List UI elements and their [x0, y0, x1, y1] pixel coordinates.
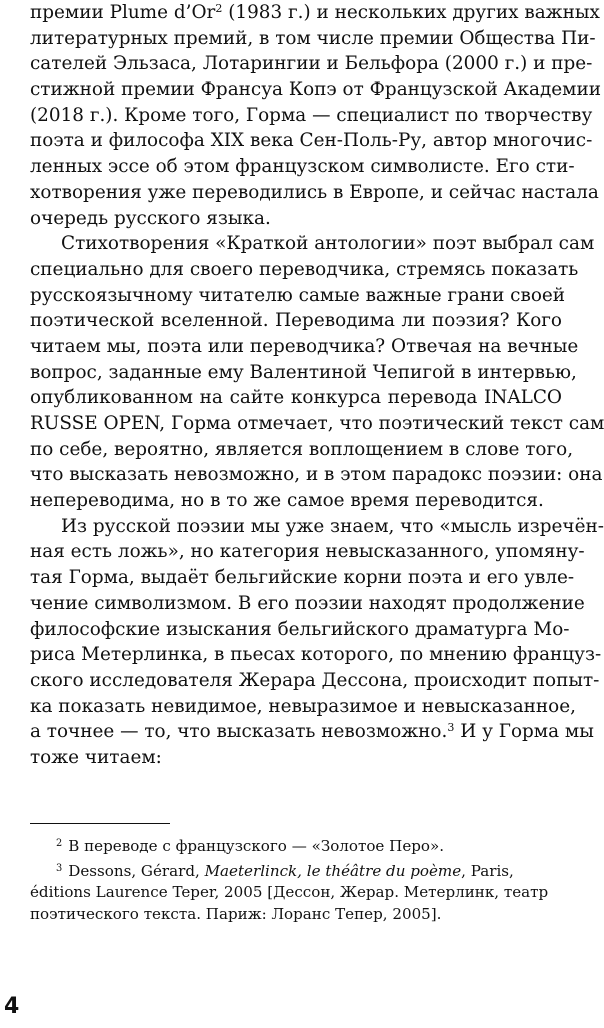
text-line: очередь русского языка. [30, 207, 271, 229]
text-fragment: а точнее — то, что высказать невозможно. [30, 721, 448, 743]
footnote-2 [30, 836, 562, 858]
text-line: хотворения уже переводились в Европе, и сейчас настала [30, 181, 599, 203]
text-line: специально для своего переводчика, стремясь показать [30, 258, 579, 280]
footnote-ref-3[interactable]: 3 [447, 721, 455, 735]
text-line: ка показать невидимое, невыразимое и невысказанное, [30, 695, 576, 717]
text-line: тоже читаем: [30, 746, 162, 768]
footnote-divider [30, 823, 170, 824]
text-line: русскоязычному читателю самые важные грани своей [30, 284, 566, 306]
text-line: ленных эссе об этом французском символисте. Его сти- [30, 156, 575, 178]
text-line: стижной премии Франсуа Копэ от Французской Академии [30, 79, 601, 101]
footnote-3-line: поэтического текста. Париж: Лоранс Тепер, 2005]. [30, 904, 442, 923]
text-line: что высказать невозможно, и в этом парадокс поэзии: она [30, 464, 603, 486]
text-line: риса Метерлинка, в пьесах которого, по мнению француз- [30, 644, 602, 666]
text-line: RUSSE OPEN, Горма отмечает, что поэтический текст сам [30, 413, 604, 434]
footnote-text: , Paris, [461, 861, 514, 880]
footnote-ref-2[interactable]: 2 [215, 1, 223, 15]
text-line: ского исследователя Жерара Дессона, происходит попыт- [30, 669, 600, 691]
text-line: тая Горма, выдаёт бельгийские корни поэта и его увле- [30, 567, 575, 589]
text-line: поэтической вселенной. Переводима ли поэзия? Кого [30, 310, 562, 332]
text-line: по себе, вероятно, является воплощением в слове того, [30, 438, 574, 460]
main-text [30, 0, 604, 771]
text-line: читаем мы, поэта или переводчика? Отвечая на вечные [30, 335, 579, 357]
text-line: литературных премий, в том числе премии Общества Пи- [30, 27, 596, 49]
text-fragment: (1983 г.) и нескольких других важных [222, 2, 600, 23]
footnote-text: Dessons, Gérard, [68, 861, 205, 880]
text-line: сателей Эльзаса, Лотарингии и Бельфора (2000 г.) и пре- [30, 53, 593, 75]
text-fragment: И у Горма мы [454, 721, 594, 743]
footnote-number: 2 [56, 838, 63, 850]
text-line: ная есть ложь», но категория невысказанного, упомяну- [30, 541, 585, 563]
text-line: поэта и философа XIX века Сен-Поль-Ру, автор многочис- [30, 130, 593, 152]
text-line [30, 719, 594, 745]
text-line: вопрос, заданные ему Валентиной Чепигой в интервью, [30, 361, 577, 383]
footnote-3 [30, 861, 562, 883]
text-line [30, 0, 600, 26]
footnotes [30, 836, 562, 925]
text-line: Стихотворения «Краткой антологии» поэт выбрал сам [61, 233, 595, 255]
page-number: 4 [4, 994, 20, 1019]
text-line: опубликованном на сайте конкурса перевода INALCO [30, 387, 562, 409]
text-fragment: премии Plume d’Or [30, 2, 216, 23]
text-line: (2018 г.). Кроме того, Горма — специалист по творчеству [30, 104, 593, 126]
text-line: чение символизмом. В его поэзии находят продолжение [30, 592, 585, 614]
footnote-3-line: éditions Laurence Teper, 2005 [Дессон, Жерар. Метерлинк, театр [30, 883, 549, 901]
footnote-text: В переводе с французского — «Золотое Перо». [68, 837, 445, 855]
text-line: философские изыскания бельгийского драматурга Мо- [30, 618, 570, 640]
text-line: Из русской поэзии мы уже знаем, что «мысль изречён- [61, 515, 604, 537]
text-line: непереводима, но в то же самое время переводится. [30, 490, 544, 512]
footnote-number: 3 [56, 862, 63, 874]
footnote-book-title: Maeterlinck, le théâtre du poème [204, 861, 462, 880]
